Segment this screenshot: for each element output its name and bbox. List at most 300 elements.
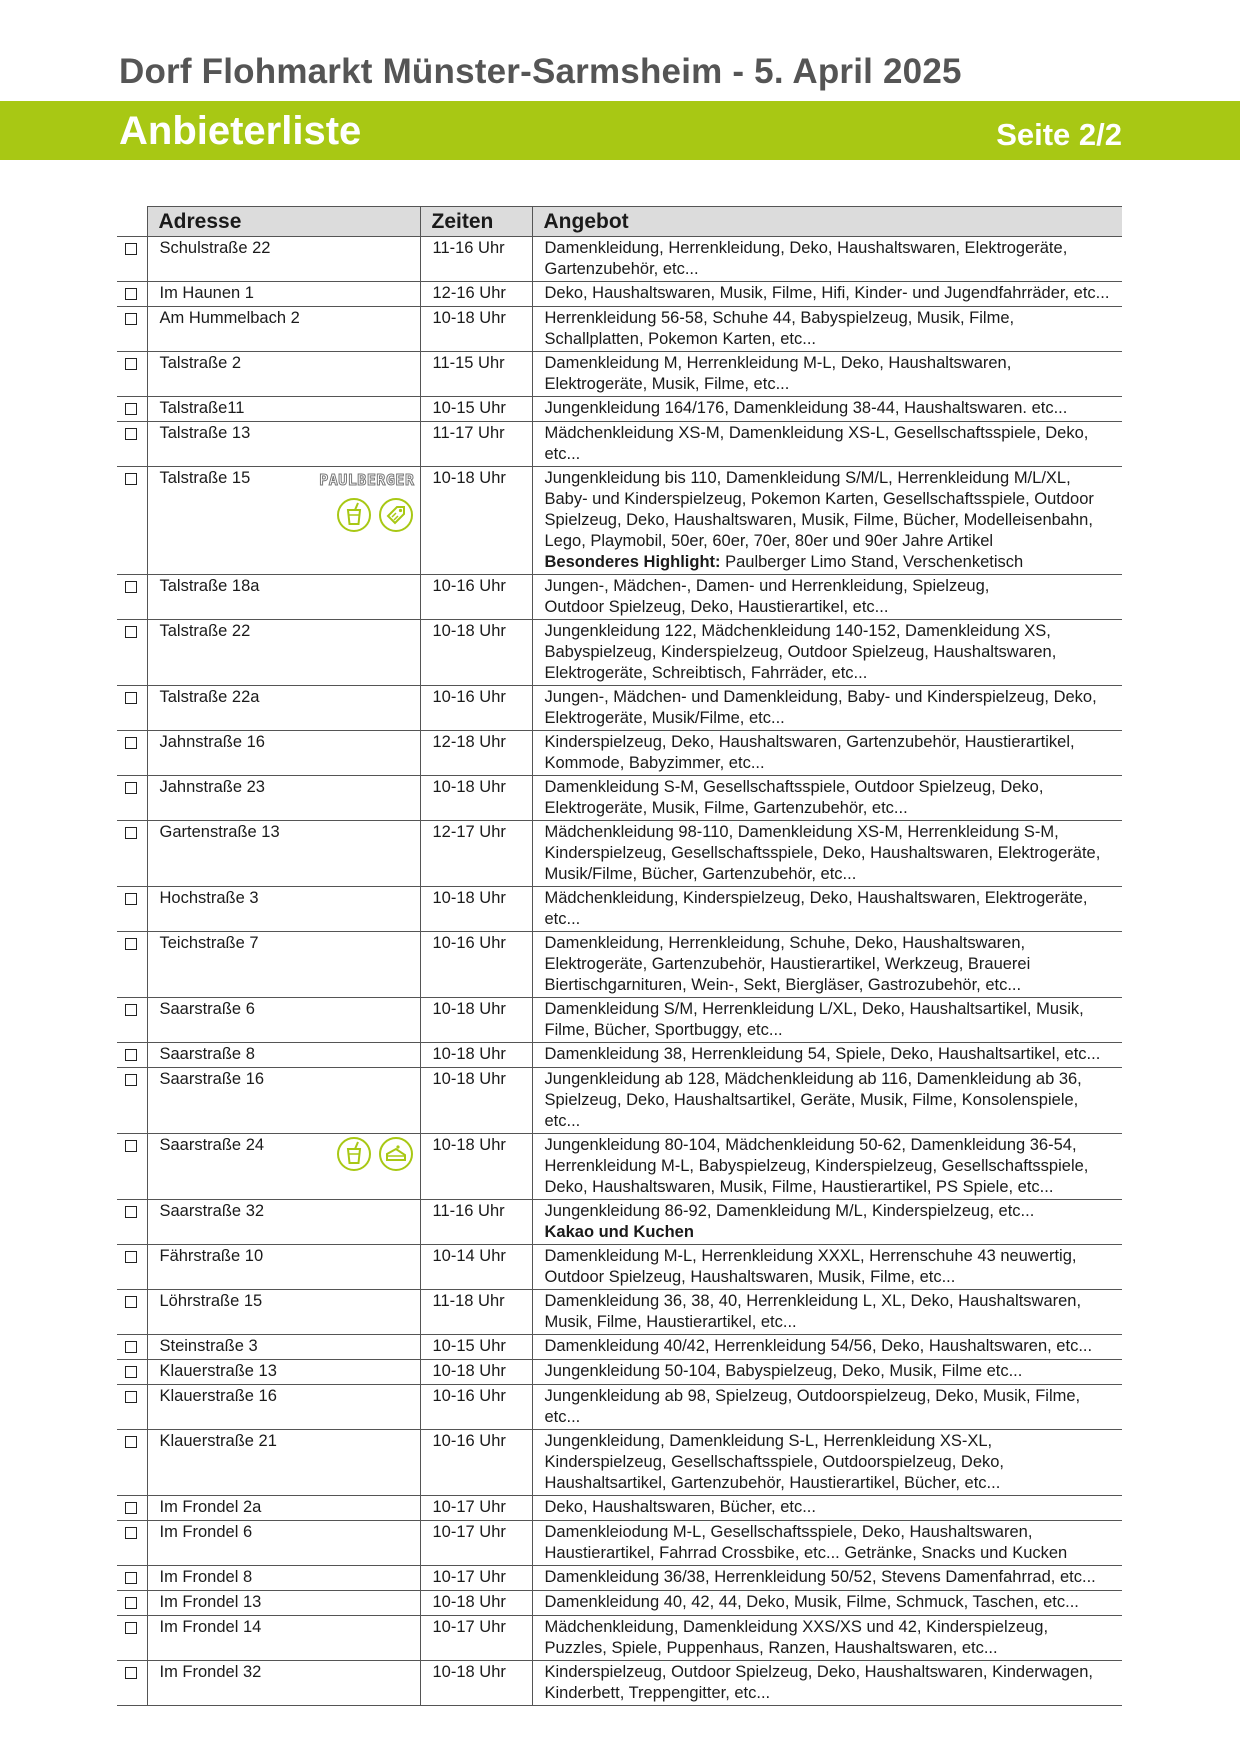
- checkbox-cell[interactable]: [117, 998, 147, 1043]
- address-text: Talstraße 22: [159, 622, 251, 640]
- address-cell: [147, 1043, 420, 1068]
- offer-line: Haustierartikel, Fahrrad Crossbike, etc... Getränke, Snacks und Kucken: [544, 1544, 1068, 1562]
- offer-line: Elektrogeräte, Schreibtisch, Fahrräder, etc...: [544, 664, 868, 682]
- offer-line: Gartenzubehör, etc...: [544, 260, 699, 278]
- row-checkbox[interactable]: [125, 473, 137, 485]
- row-checkbox[interactable]: [125, 1049, 137, 1061]
- offer-cell: [532, 1616, 1122, 1661]
- time-cell: 10-16 Uhr: [420, 686, 532, 731]
- offer-cell: [532, 307, 1122, 352]
- address-text: Saarstraße 24: [159, 1136, 265, 1154]
- table-row: [117, 1430, 1122, 1496]
- offer-line: Jungenkleidung 50-104, Babyspielzeug, Deko, Musik, Filme etc...: [544, 1362, 1023, 1380]
- row-checkbox[interactable]: [125, 1074, 137, 1086]
- offer-line: Damenkleidung S-M, Gesellschaftsspiele, Outdoor Spielzeug, Deko,: [544, 778, 1044, 796]
- vendor-table: [117, 206, 1122, 1706]
- offer-line: Jungenkleidung ab 98, Spielzeug, Outdoorspielzeug, Deko, Musik, Filme, etc...: [544, 1387, 1081, 1426]
- time-cell: 10-18 Uhr: [420, 1068, 532, 1134]
- checkbox-cell[interactable]: [117, 1591, 147, 1616]
- address-text: Am Hummelbach 2: [159, 309, 300, 327]
- offer-line: Damenkleidung 36, 38, 40, Herrenkleidung L, XL, Deko, Haushaltswaren,: [544, 1292, 1082, 1310]
- row-checkbox[interactable]: [125, 692, 137, 704]
- address-text: Im Frondel 8: [159, 1568, 253, 1586]
- time-cell: 10-18 Uhr: [420, 467, 532, 575]
- address-text: Im Frondel 2a: [159, 1498, 262, 1516]
- address-text: Saarstraße 32: [159, 1202, 265, 1220]
- offer-line: Kinderspielzeug, Outdoor Spielzeug, Deko, Haushaltswaren, Kinderwagen,: [544, 1663, 1093, 1681]
- offer-cell: [532, 1430, 1122, 1496]
- column-header-times: Zeiten: [420, 207, 532, 237]
- address-cell: [147, 1496, 420, 1521]
- offer-line: Jungenkleidung 86-92, Damenkleidung M/L, Kinderspielzeug, etc...: [544, 1202, 1035, 1220]
- row-checkbox[interactable]: [125, 288, 137, 300]
- checkbox-cell[interactable]: [117, 1385, 147, 1430]
- offer-cell: [532, 1200, 1122, 1245]
- offer-line: Deko, Haushaltswaren, Musik, Filme, Hifi, Kinder- und Jugendfahrräder, etc...: [544, 284, 1110, 302]
- checkbox-cell[interactable]: [117, 397, 147, 422]
- address-text: Saarstraße 6: [159, 1000, 255, 1018]
- offer-line: Musik, Filme, Haustierartikel, etc...: [544, 1313, 797, 1331]
- time-cell: 12-18 Uhr: [420, 731, 532, 776]
- address-cell: [147, 237, 420, 282]
- offer-cell: [532, 1591, 1122, 1616]
- checkbox-cell[interactable]: [117, 422, 147, 467]
- offer-line: Elektrogeräte, Musik, Filme, Gartenzubehör, etc...: [544, 799, 908, 817]
- offer-cell: [532, 282, 1122, 307]
- address-cell: [147, 1200, 420, 1245]
- offer-line: Kommode, Babyzimmer, etc...: [544, 754, 765, 772]
- offer-line: Musik/Filme, Bücher, Gartenzubehör, etc...: [544, 865, 857, 883]
- table-header-row: [117, 207, 1122, 237]
- time-cell: 10-18 Uhr: [420, 1043, 532, 1068]
- address-text: Talstraße 2: [159, 354, 242, 372]
- time-cell: 10-16 Uhr: [420, 1430, 532, 1496]
- time-cell: 10-18 Uhr: [420, 887, 532, 932]
- time-cell: 10-18 Uhr: [420, 1360, 532, 1385]
- table-row: [117, 397, 1122, 422]
- row-checkbox[interactable]: [125, 1572, 137, 1584]
- offer-line: Damenkleidung, Herrenkleidung, Deko, Haushaltswaren, Elektrogeräte,: [544, 239, 1068, 257]
- checkbox-cell[interactable]: [117, 821, 147, 887]
- row-checkbox[interactable]: [125, 893, 137, 905]
- checkbox-column-header: [117, 207, 147, 237]
- offer-line: Schallplatten, Pokemon Karten, etc...: [544, 330, 816, 348]
- highlight-text: Paulberger Limo Stand, Verschenketisch: [720, 553, 1024, 571]
- offer-line: Haushaltsartikel, Gartenzubehör, Haustierartikel, Bücher, etc...: [544, 1474, 1001, 1492]
- page-number: Seite 2/2: [996, 117, 1122, 152]
- time-cell: 10-14 Uhr: [420, 1245, 532, 1290]
- checkbox-cell[interactable]: [117, 932, 147, 998]
- time-cell: 12-16 Uhr: [420, 282, 532, 307]
- time-cell: 10-17 Uhr: [420, 1521, 532, 1566]
- table-row: [117, 1591, 1122, 1616]
- table-row: [117, 1245, 1122, 1290]
- column-header-offer: Angebot: [532, 207, 1122, 237]
- address-cell: [147, 776, 420, 821]
- address-text: Talstraße 22a: [159, 688, 260, 706]
- column-header-address: Adresse: [147, 207, 420, 237]
- address-text: Hochstraße 3: [159, 889, 259, 907]
- row-checkbox[interactable]: [125, 938, 137, 950]
- table-row: [117, 1566, 1122, 1591]
- offer-cell: [532, 776, 1122, 821]
- offer-line: Jungenkleidung, Damenkleidung S-L, Herrenkleidung XS-XL,: [544, 1432, 993, 1450]
- offer-line: Damenkleidung 38, Herrenkleidung 54, Spiele, Deko, Haushaltsartikel, etc...: [544, 1045, 1101, 1063]
- address-text: Fährstraße 10: [159, 1247, 264, 1265]
- time-cell: 10-18 Uhr: [420, 998, 532, 1043]
- row-checkbox[interactable]: [125, 428, 137, 440]
- address-text: Saarstraße 8: [159, 1045, 255, 1063]
- row-checkbox[interactable]: [125, 358, 137, 370]
- address-text: Klauerstraße 16: [159, 1387, 277, 1405]
- offer-cell: [532, 1496, 1122, 1521]
- address-cell: [147, 887, 420, 932]
- offer-cell: [532, 422, 1122, 467]
- checkbox-cell[interactable]: [117, 282, 147, 307]
- address-text: Im Frondel 13: [159, 1593, 262, 1611]
- offer-cell: [532, 1245, 1122, 1290]
- offer-line: Jungenkleidung bis 110, Damenkleidung S/M/L, Herrenkleidung M/L/XL,: [544, 469, 1071, 487]
- address-cell: [147, 1385, 420, 1430]
- table-row: [117, 237, 1122, 282]
- table-row: [117, 998, 1122, 1043]
- row-checkbox[interactable]: [125, 1391, 137, 1403]
- address-text: Jahnstraße 23: [159, 778, 265, 796]
- address-cell: [147, 1360, 420, 1385]
- row-checkbox[interactable]: [125, 1436, 137, 1448]
- highlight-label: Besonderes Highlight:: [544, 553, 721, 571]
- time-cell: 10-16 Uhr: [420, 1385, 532, 1430]
- row-checkbox[interactable]: [125, 403, 137, 415]
- row-checkbox[interactable]: [125, 827, 137, 839]
- time-cell: 10-18 Uhr: [420, 307, 532, 352]
- row-checkbox[interactable]: [125, 1667, 137, 1679]
- drink-icon: [336, 497, 372, 533]
- table-row: [117, 1290, 1122, 1335]
- table-row: [117, 1616, 1122, 1661]
- time-cell: 11-15 Uhr: [420, 352, 532, 397]
- offer-cell: [532, 1661, 1122, 1706]
- row-checkbox[interactable]: [125, 1140, 137, 1152]
- checkbox-cell[interactable]: [117, 1290, 147, 1335]
- address-cell: [147, 282, 420, 307]
- table-row: [117, 467, 1122, 575]
- offer-line: Kinderspielzeug, Gesellschaftsspiele, Outdoorspielzeug, Deko,: [544, 1453, 1005, 1471]
- offer-cell: [532, 237, 1122, 282]
- offer-line: Damenkleiodung M-L, Gesellschaftsspiele, Deko, Haushaltswaren,: [544, 1523, 1033, 1541]
- address-cell: [147, 998, 420, 1043]
- address-text: Klauerstraße 21: [159, 1432, 277, 1450]
- checkbox-cell[interactable]: [117, 575, 147, 620]
- checkbox-cell[interactable]: [117, 352, 147, 397]
- offer-line: Jungen-, Mädchen- und Damenkleidung, Baby- und Kinderspielzeug, Deko,: [544, 688, 1097, 706]
- address-cell: [147, 422, 420, 467]
- checkbox-cell[interactable]: [117, 731, 147, 776]
- checkbox-cell[interactable]: [117, 1566, 147, 1591]
- address-cell: [147, 686, 420, 731]
- table-row: [117, 620, 1122, 686]
- row-checkbox[interactable]: [125, 1296, 137, 1308]
- offer-line: Damenkleidung 40, 42, 44, Deko, Musik, Filme, Schmuck, Taschen, etc...: [544, 1593, 1079, 1611]
- checkbox-cell[interactable]: [117, 1134, 147, 1200]
- address-cell: [147, 1521, 420, 1566]
- address-text: Talstraße 18a: [159, 577, 260, 595]
- table-row: [117, 422, 1122, 467]
- row-checkbox[interactable]: [125, 1206, 137, 1218]
- offer-line: Damenkleidung S/M, Herrenkleidung L/XL, Deko, Haushaltsartikel, Musik,: [544, 1000, 1084, 1018]
- time-cell: 10-17 Uhr: [420, 1496, 532, 1521]
- checkbox-cell[interactable]: [117, 237, 147, 282]
- time-cell: 10-18 Uhr: [420, 1134, 532, 1200]
- time-cell: 10-17 Uhr: [420, 1566, 532, 1591]
- table-row: [117, 1661, 1122, 1706]
- address-text: Talstraße 13: [159, 424, 251, 442]
- offer-line: Damenkleidung, Herrenkleidung, Schuhe, Deko, Haushaltswaren,: [544, 934, 1026, 952]
- offer-line: Jungenkleidung ab 128, Mädchenkleidung ab 116, Damenkleidung ab 36,: [544, 1070, 1082, 1088]
- offer-line: Puzzles, Spiele, Puppenhaus, Ranzen, Haushaltswaren, etc...: [544, 1639, 998, 1657]
- offer-cell: [532, 731, 1122, 776]
- offer-line: Mädchenkleidung XS-M, Damenkleidung XS-L, Gesellschaftsspiele, Deko, etc...: [544, 424, 1089, 463]
- offer-line: Mädchenkleidung, Kinderspielzeug, Deko, Haushaltswaren, Elektrogeräte, etc...: [544, 889, 1088, 928]
- offer-line: Filme, Bücher, Sportbuggy, etc...: [544, 1021, 783, 1039]
- offer-cell: [532, 887, 1122, 932]
- list-title: Anbieterliste: [119, 109, 362, 153]
- offer-line: Mädchenkleidung 98-110, Damenkleidung XS-M, Herrenkleidung S-M,: [544, 823, 1059, 841]
- table-row: [117, 887, 1122, 932]
- time-cell: 11-16 Uhr: [420, 1200, 532, 1245]
- table-row: [117, 575, 1122, 620]
- time-cell: 10-18 Uhr: [420, 1591, 532, 1616]
- table-row: [117, 1335, 1122, 1360]
- address-cell: [147, 620, 420, 686]
- page-title: Dorf Flohmarkt Münster-Sarmsheim - 5. April 2025: [119, 52, 962, 91]
- offer-cell: [532, 1134, 1122, 1200]
- address-text: Steinstraße 3: [159, 1337, 258, 1355]
- address-cell: [147, 821, 420, 887]
- address-cell: [147, 1245, 420, 1290]
- table-row: [117, 1068, 1122, 1134]
- address-cell: [147, 467, 420, 575]
- offer-line: Biertischgarnituren, Wein-, Sekt, Biergläser, Gastrozubehör, etc...: [544, 976, 1022, 994]
- checkbox-cell[interactable]: [117, 686, 147, 731]
- row-checkbox[interactable]: [125, 1502, 137, 1514]
- offer-cell: [532, 397, 1122, 422]
- address-cell: [147, 731, 420, 776]
- checkbox-cell[interactable]: [117, 1661, 147, 1706]
- offer-cell: [532, 1360, 1122, 1385]
- offer-line: Outdoor Spielzeug, Deko, Haustierartikel, etc...: [544, 598, 889, 616]
- highlight-line: [545, 552, 1119, 573]
- offer-line: Damenkleidung 40/42, Herrenkleidung 54/56, Deko, Haushaltswaren, etc...: [544, 1337, 1093, 1355]
- checkbox-cell[interactable]: [117, 1496, 147, 1521]
- table-row: [117, 1134, 1122, 1200]
- offer-cell: [532, 575, 1122, 620]
- row-checkbox[interactable]: [125, 243, 137, 255]
- table-row: [117, 307, 1122, 352]
- offer-cell: [532, 1290, 1122, 1335]
- time-cell: 10-18 Uhr: [420, 776, 532, 821]
- address-cell: [147, 932, 420, 998]
- table-row: [117, 1521, 1122, 1566]
- row-checkbox[interactable]: [125, 782, 137, 794]
- paulberger-logo: PAULBERGER: [319, 471, 415, 489]
- address-text: Talstraße 15: [159, 469, 251, 487]
- address-text: Jahnstraße 16: [159, 733, 265, 751]
- checkbox-cell[interactable]: [117, 1521, 147, 1566]
- offer-cell: [532, 1043, 1122, 1068]
- offer-line: Elektrogeräte, Musik, Filme, etc...: [544, 375, 790, 393]
- table-row: [117, 282, 1122, 307]
- offer-line: Mädchenkleidung, Damenkleidung XXS/XS und 42, Kinderspielzeug,: [544, 1618, 1049, 1636]
- checkbox-cell[interactable]: [117, 1430, 147, 1496]
- time-cell: 10-18 Uhr: [420, 1661, 532, 1706]
- row-checkbox[interactable]: [125, 313, 137, 325]
- address-text: Talstraße11: [159, 399, 245, 417]
- offer-cell: [532, 1566, 1122, 1591]
- address-cell: [147, 1134, 420, 1200]
- offer-line: Herrenkleidung M-L, Babyspielzeug, Kinderspielzeug, Gesellschaftsspiele,: [544, 1157, 1089, 1175]
- tag-icon: [378, 497, 414, 533]
- offer-line: Spielzeug, Deko, Haushaltswaren, Musik, Filme, Bücher, Modelleisenbahn,: [544, 511, 1093, 529]
- address-text: Teichstraße 7: [159, 934, 259, 952]
- table-row: [117, 932, 1122, 998]
- time-cell: 10-18 Uhr: [420, 620, 532, 686]
- address-cell: [147, 1566, 420, 1591]
- offer-icons: [336, 497, 414, 533]
- address-text: Im Haunen 1: [159, 284, 254, 302]
- checkbox-cell[interactable]: [117, 1043, 147, 1068]
- time-cell: 10-15 Uhr: [420, 397, 532, 422]
- offer-cell: [532, 467, 1122, 575]
- offer-line: Jungenkleidung 80-104, Mädchenkleidung 50-62, Damenkleidung 36-54,: [544, 1136, 1077, 1154]
- checkbox-cell[interactable]: [117, 307, 147, 352]
- table-row: [117, 1043, 1122, 1068]
- table-row: [117, 731, 1122, 776]
- offer-line: Damenkleidung 36/38, Herrenkleidung 50/52, Stevens Damenfahrrad, etc...: [544, 1568, 1096, 1586]
- row-checkbox[interactable]: [125, 1251, 137, 1263]
- time-cell: 12-17 Uhr: [420, 821, 532, 887]
- address-text: Löhrstraße 15: [159, 1292, 263, 1310]
- address-cell: [147, 1661, 420, 1706]
- row-checkbox[interactable]: [125, 581, 137, 593]
- offer-cell: [532, 1521, 1122, 1566]
- offer-line: Baby- und Kinderspielzeug, Pokemon Karten, Gesellschaftsspiele, Outdoor: [544, 490, 1094, 508]
- address-cell: [147, 397, 420, 422]
- table-row: [117, 1496, 1122, 1521]
- time-cell: 10-16 Uhr: [420, 932, 532, 998]
- offer-cell: [532, 821, 1122, 887]
- table-row: [117, 1200, 1122, 1245]
- time-cell: 10-17 Uhr: [420, 1616, 532, 1661]
- row-checkbox[interactable]: [125, 1622, 137, 1634]
- time-cell: 11-17 Uhr: [420, 422, 532, 467]
- checkbox-cell[interactable]: [117, 1200, 147, 1245]
- offer-line: Elektrogeräte, Gartenzubehör, Haustierartikel, Werkzeug, Brauerei: [544, 955, 1031, 973]
- checkbox-cell[interactable]: [117, 1616, 147, 1661]
- offer-line: Herrenkleidung 56-58, Schuhe 44, Babyspielzeug, Musik, Filme,: [544, 309, 1015, 327]
- row-checkbox[interactable]: [125, 626, 137, 638]
- cake-icon: [378, 1136, 414, 1172]
- offer-line: Kinderspielzeug, Gesellschaftsspiele, Deko, Haushaltswaren, Elektrogeräte,: [544, 844, 1101, 862]
- offer-line: Elektrogeräte, Musik/Filme, etc...: [544, 709, 785, 727]
- offer-cell: [532, 620, 1122, 686]
- time-cell: 11-18 Uhr: [420, 1290, 532, 1335]
- offer-line: Kinderspielzeug, Deko, Haushaltswaren, Gartenzubehör, Haustierartikel,: [544, 733, 1075, 751]
- address-cell: [147, 352, 420, 397]
- address-text: Im Frondel 14: [159, 1618, 262, 1636]
- offer-cell: [532, 1335, 1122, 1360]
- checkbox-cell[interactable]: [117, 467, 147, 575]
- address-cell: [147, 307, 420, 352]
- offer-cell: [532, 352, 1122, 397]
- offer-highlight-bold: Kakao und Kuchen: [544, 1223, 694, 1241]
- time-cell: 11-16 Uhr: [420, 237, 532, 282]
- checkbox-cell[interactable]: [117, 1360, 147, 1385]
- offer-cell: [532, 686, 1122, 731]
- table-row: [117, 1385, 1122, 1430]
- offer-line: Lego, Playmobil, 50er, 60er, 70er, 80er und 90er Jahre Artikel: [544, 532, 994, 550]
- drink-icon: [336, 1136, 372, 1172]
- address-text: Klauerstraße 13: [159, 1362, 277, 1380]
- offer-line: Babyspielzeug, Kinderspielzeug, Outdoor Spielzeug, Haushaltswaren,: [544, 643, 1057, 661]
- table-row: [117, 821, 1122, 887]
- row-checkbox[interactable]: [125, 737, 137, 749]
- offer-cell: [532, 1385, 1122, 1430]
- offer-cell: [532, 1068, 1122, 1134]
- table-row: [117, 352, 1122, 397]
- row-checkbox[interactable]: [125, 1366, 137, 1378]
- row-checkbox[interactable]: [125, 1341, 137, 1353]
- address-cell: [147, 1430, 420, 1496]
- offer-line: Damenkleidung M-L, Herrenkleidung XXXL, Herrenschuhe 43 neuwertig,: [544, 1247, 1077, 1265]
- row-checkbox[interactable]: [125, 1597, 137, 1609]
- address-cell: [147, 575, 420, 620]
- offer-line: Deko, Haushaltswaren, Musik, Filme, Haustierartikel, PS Spiele, etc...: [544, 1178, 1054, 1196]
- address-cell: [147, 1068, 420, 1134]
- checkbox-cell[interactable]: [117, 1245, 147, 1290]
- table-row: [117, 686, 1122, 731]
- time-cell: 10-15 Uhr: [420, 1335, 532, 1360]
- address-cell: [147, 1616, 420, 1661]
- offer-cell: [532, 932, 1122, 998]
- table-row: [117, 1360, 1122, 1385]
- row-checkbox[interactable]: [125, 1004, 137, 1016]
- address-text: Schulstraße 22: [159, 239, 271, 257]
- table-row: [117, 776, 1122, 821]
- address-text: Saarstraße 16: [159, 1070, 265, 1088]
- offer-line: Jungenkleidung 122, Mädchenkleidung 140-152, Damenkleidung XS,: [544, 622, 1051, 640]
- offer-line: Jungenkleidung 164/176, Damenkleidung 38-44, Haushaltswaren. etc...: [544, 399, 1068, 417]
- checkbox-cell[interactable]: [117, 1335, 147, 1360]
- offer-line: Spielzeug, Deko, Haushaltsartikel, Geräte, Musik, Filme, Konsolenspiele, etc...: [544, 1091, 1079, 1130]
- checkbox-cell[interactable]: [117, 887, 147, 932]
- address-text: Im Frondel 32: [159, 1663, 262, 1681]
- checkbox-cell[interactable]: [117, 1068, 147, 1134]
- address-cell: [147, 1335, 420, 1360]
- offer-line: Outdoor Spielzeug, Haushaltswaren, Musik, Filme, etc...: [544, 1268, 956, 1286]
- checkbox-cell[interactable]: [117, 620, 147, 686]
- address-text: Gartenstraße 13: [159, 823, 280, 841]
- address-cell: [147, 1591, 420, 1616]
- offer-line: Kinderbett, Treppengitter, etc...: [544, 1684, 771, 1702]
- time-cell: 10-16 Uhr: [420, 575, 532, 620]
- offer-line: Jungen-, Mädchen-, Damen- und Herrenkleidung, Spielzeug,: [544, 577, 990, 595]
- address-text: Im Frondel 6: [159, 1523, 253, 1541]
- checkbox-cell[interactable]: [117, 776, 147, 821]
- title-band: [0, 101, 1240, 160]
- offer-icons: [336, 1136, 414, 1172]
- row-checkbox[interactable]: [125, 1527, 137, 1539]
